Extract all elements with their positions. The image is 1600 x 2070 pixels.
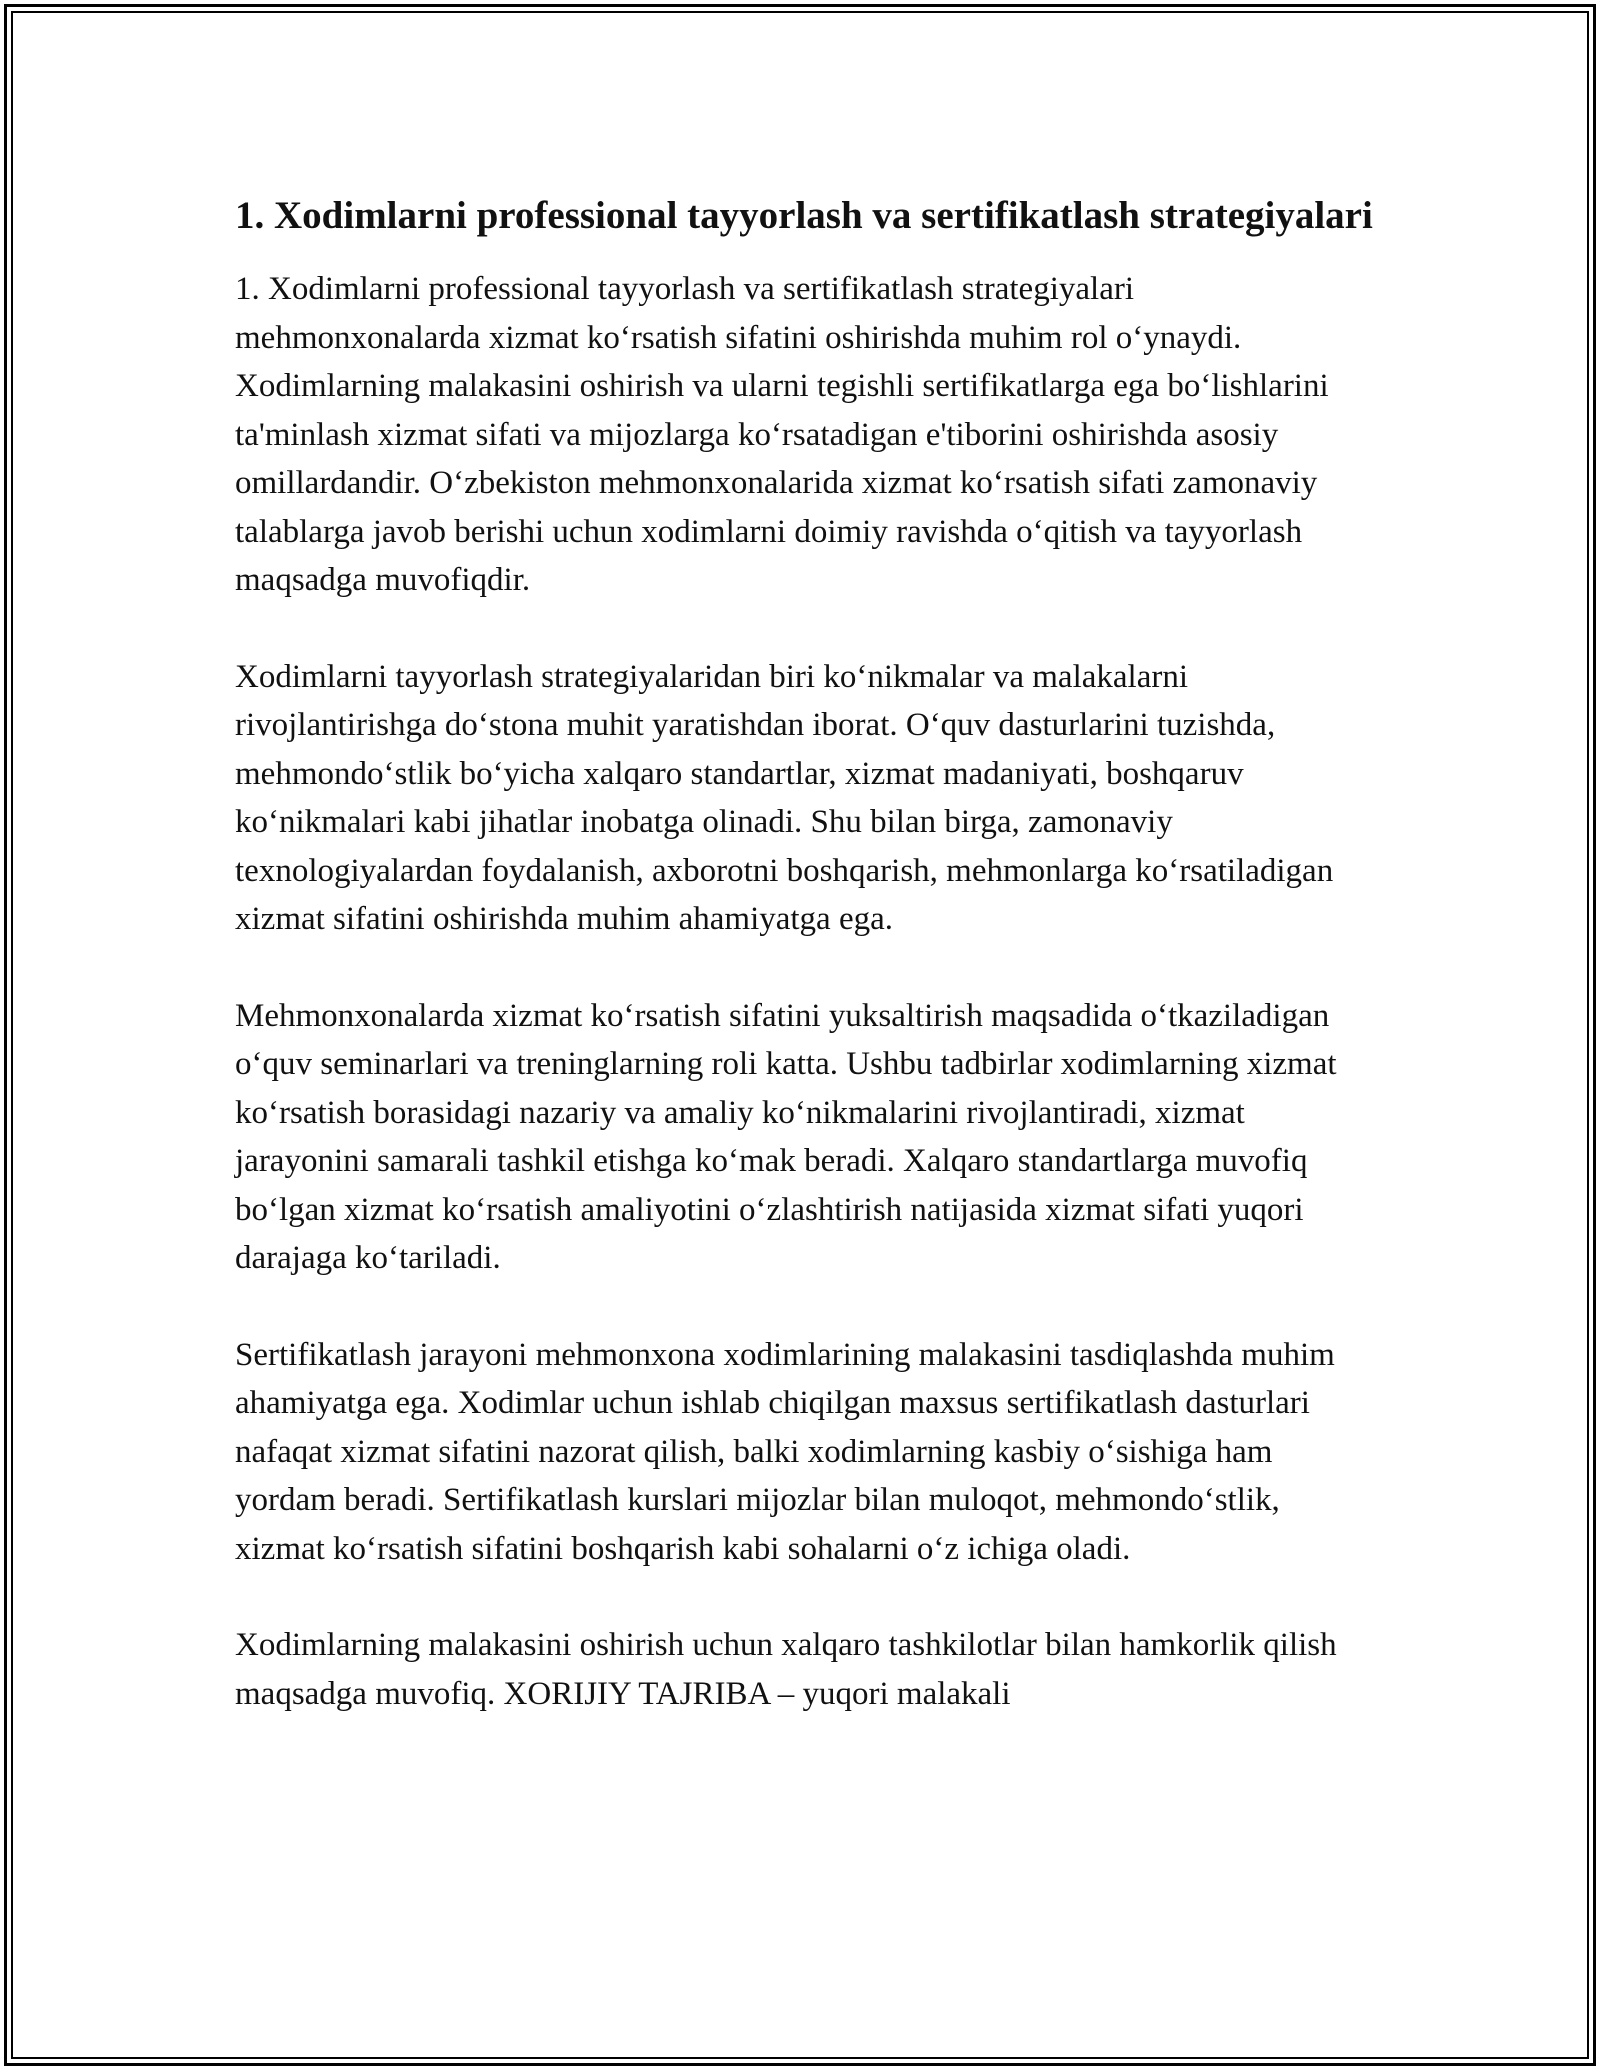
paragraph-2: Xodimlarni tayyorlash strategiyalaridan biri ko‘nikmalar va malakalarni rivojlantirishga do‘stona muhit yaratishdan iborat. O‘quv dasturlarini tuzishda, mehmondo‘stlik bo‘yicha xalqaro standartlar, xizmat madaniyati, boshqaruv ko‘nikmalari kabi jihatlar inobatga olinadi. Shu bilan birga, zamonaviy texnologiyalardan foydalanish, axborotni boshqarish, mehmonlarga ko‘rsatiladigan xizmat sifatini oshirishda muhim ahamiyatga ega. xyxy=(235,658,1334,937)
document-body xyxy=(235,188,1375,1766)
paragraph-1: 1. Xodimlarni professional tayyorlash va sertifikatlash strategiyalari mehmonxonalarda xizmat ko‘rsatish sifatini oshirishda muhim rol o‘ynaydi. Xodimlarning malakasini oshirish va ularni tegishli sertifikatlarga ega bo‘lishlarini ta'minlash xizmat sifati va mijozlarga ko‘rsatadigan e'tiborini oshirishda asosiy omillardandir. O‘zbekiston mehmonxonalarida xizmat ko‘rsatish sifati zamonaviy talablarga javob berishi uchun xodimlarni doimiy ravishda o‘qitish va tayyorlash maqsadga muvofiqdir. xyxy=(235,271,1329,598)
paragraph-5: Xodimlarning malakasini oshirish uchun xalqaro tashkilotlar bilan hamkorlik qilish maqsadga muvofiq. XORIJIY TAJRIBA – yuqori malakali xyxy=(235,1627,1337,1712)
paragraph-3: Mehmonxonalarda xizmat ko‘rsatish sifatini yuksaltirish maqsadida o‘tkaziladigan o‘quv seminarlari va treninglarning roli katta. Ushbu tadbirlar xodimlarning xizmat ko‘rsatish borasidagi nazariy va amaliy ko‘nikmalarini rivojlantiradi, xizmat jarayonini samarali tashkil etishga ko‘mak beradi. Xalqaro standartlarga muvofiq bo‘lgan xizmat ko‘rsatish amaliyotini o‘zlashtirish natijasida xizmat sifati yuqori darajaga ko‘tariladi. xyxy=(235,997,1337,1276)
paragraph-4: Sertifikatlash jarayoni mehmonxona xodimlarining malakasini tasdiqlashda muhim ahamiyatga ega. Xodimlar uchun ishlab chiqilgan maxsus sertifikatlash dasturlari nafaqat xizmat sifatini nazorat qilish, balki xodimlarning kasbiy o‘sishiga ham yordam beradi. Sertifikatlash kurslari mijozlar bilan muloqot, mehmondo‘stlik, xizmat ko‘rsatish sifatini boshqarish kabi sohalarni o‘z ichiga oladi. xyxy=(235,1336,1335,1567)
section-heading: 1. Xodimlarni professional tayyorlash va sertifikatlash strategiyalari xyxy=(235,194,1373,237)
